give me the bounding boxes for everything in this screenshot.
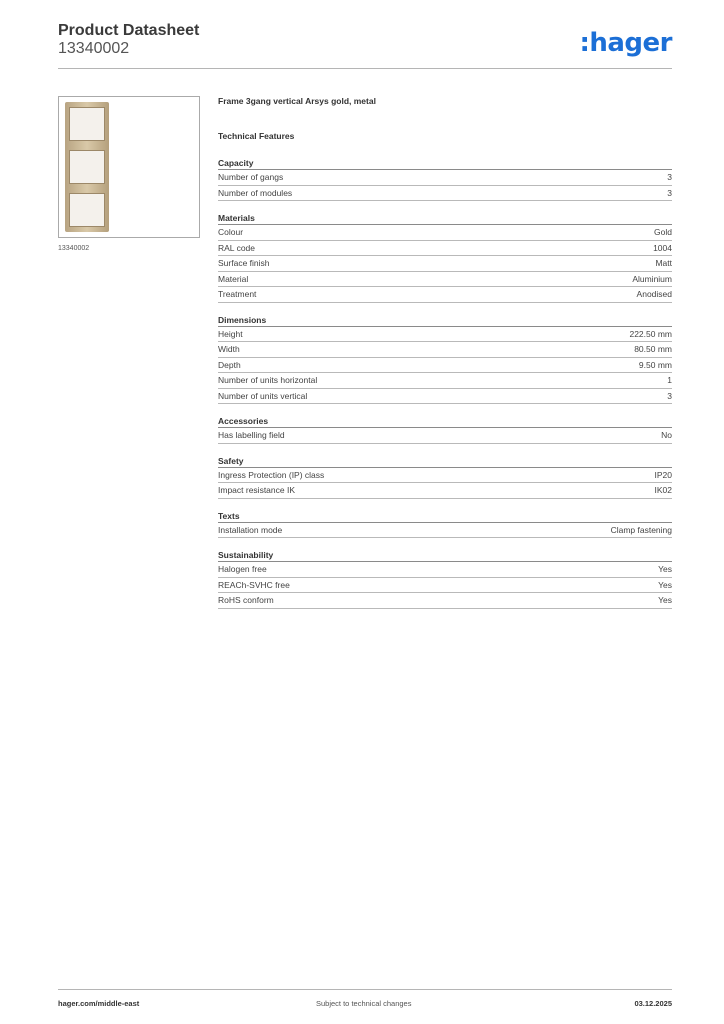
spec-row [218, 428, 672, 444]
spec-label: Material [218, 273, 249, 284]
spec-value: Yes [658, 595, 672, 606]
spec-row [218, 170, 672, 186]
spec-row [218, 342, 672, 358]
spec-label: Colour [218, 227, 244, 238]
spec-label: Halogen free [218, 564, 267, 575]
spec-value: Yes [658, 579, 672, 590]
section-title: Texts [218, 510, 672, 523]
section-title: Safety [218, 455, 672, 468]
spec-value: IP20 [654, 469, 672, 480]
spec-value: 1004 [653, 242, 672, 253]
spec-value: 1 [667, 375, 672, 386]
spec-value: Gold [654, 227, 672, 238]
spec-row [218, 389, 672, 405]
spec-value: IK02 [654, 485, 672, 496]
page-title: Product Datasheet [58, 22, 200, 39]
spec-value: Yes [658, 564, 672, 575]
spec-label: Number of units vertical [218, 390, 308, 401]
spec-section [218, 415, 672, 444]
section-title: Sustainability [218, 549, 672, 562]
spec-section [218, 157, 672, 201]
spec-label: Treatment [218, 289, 257, 300]
frame-window [69, 193, 105, 227]
section-title: Accessories [218, 415, 672, 428]
spec-label: Width [218, 344, 240, 355]
spec-row [218, 578, 672, 594]
spec-label: REACh-SVHC free [218, 579, 290, 590]
spec-row [218, 562, 672, 578]
spec-row [218, 593, 672, 609]
spec-label: Depth [218, 359, 241, 370]
spec-value: 222.50 mm [629, 328, 672, 339]
page-header [58, 22, 672, 68]
spec-label: Surface finish [218, 258, 270, 269]
spec-row [218, 327, 672, 343]
spec-section [218, 314, 672, 405]
footer-website[interactable]: hager.com/middle-east [58, 999, 140, 1008]
spec-label: RAL code [218, 242, 256, 253]
spec-sections [218, 157, 672, 609]
product-number: 13340002 [58, 40, 130, 57]
spec-value: No [661, 430, 672, 441]
spec-value: Clamp fastening [610, 524, 672, 535]
spec-row [218, 225, 672, 241]
spec-section [218, 212, 672, 303]
spec-row [218, 256, 672, 272]
product-name: Frame 3gang vertical Arsys gold, metal [218, 96, 376, 106]
technical-features-heading: Technical Features [218, 131, 295, 141]
spec-row [218, 287, 672, 303]
spec-row [218, 523, 672, 539]
section-title: Dimensions [218, 314, 672, 327]
section-title: Materials [218, 212, 672, 225]
spec-label: Number of gangs [218, 172, 284, 183]
spec-row [218, 186, 672, 202]
product-image [58, 96, 200, 238]
spec-row [218, 241, 672, 257]
spec-row [218, 373, 672, 389]
spec-section [218, 510, 672, 539]
section-title: Capacity [218, 157, 672, 170]
footer-date: 03.12.2025 [634, 999, 672, 1008]
frame-window [69, 107, 105, 141]
spec-label: RoHS conform [218, 595, 274, 606]
image-caption: 13340002 [58, 245, 90, 252]
spec-section [218, 455, 672, 499]
header-divider [58, 68, 672, 69]
spec-label: Ingress Protection (IP) class [218, 469, 325, 480]
spec-label: Installation mode [218, 524, 283, 535]
spec-label: Number of modules [218, 187, 293, 198]
spec-row [218, 272, 672, 288]
spec-value: 9.50 mm [638, 359, 672, 370]
spec-label: Impact resistance IK [218, 485, 296, 496]
spec-section [218, 549, 672, 609]
spec-value: Anodised [636, 289, 672, 300]
spec-value: 3 [667, 172, 672, 183]
frame-illustration [65, 102, 109, 232]
spec-value: 80.50 mm [634, 344, 672, 355]
hager-logo: :hager [579, 28, 672, 58]
frame-window [69, 150, 105, 184]
spec-row [218, 468, 672, 484]
spec-label: Height [218, 328, 243, 339]
spec-label: Number of units horizontal [218, 375, 318, 386]
footer-divider [58, 989, 672, 990]
spec-label: Has labelling field [218, 430, 285, 441]
spec-value: 3 [667, 390, 672, 401]
spec-value: 3 [667, 187, 672, 198]
footer-notice: Subject to technical changes [316, 999, 412, 1008]
spec-value: Matt [655, 258, 672, 269]
spec-row [218, 358, 672, 374]
spec-row [218, 483, 672, 499]
spec-value: Aluminium [632, 273, 672, 284]
spec-content [218, 96, 672, 620]
